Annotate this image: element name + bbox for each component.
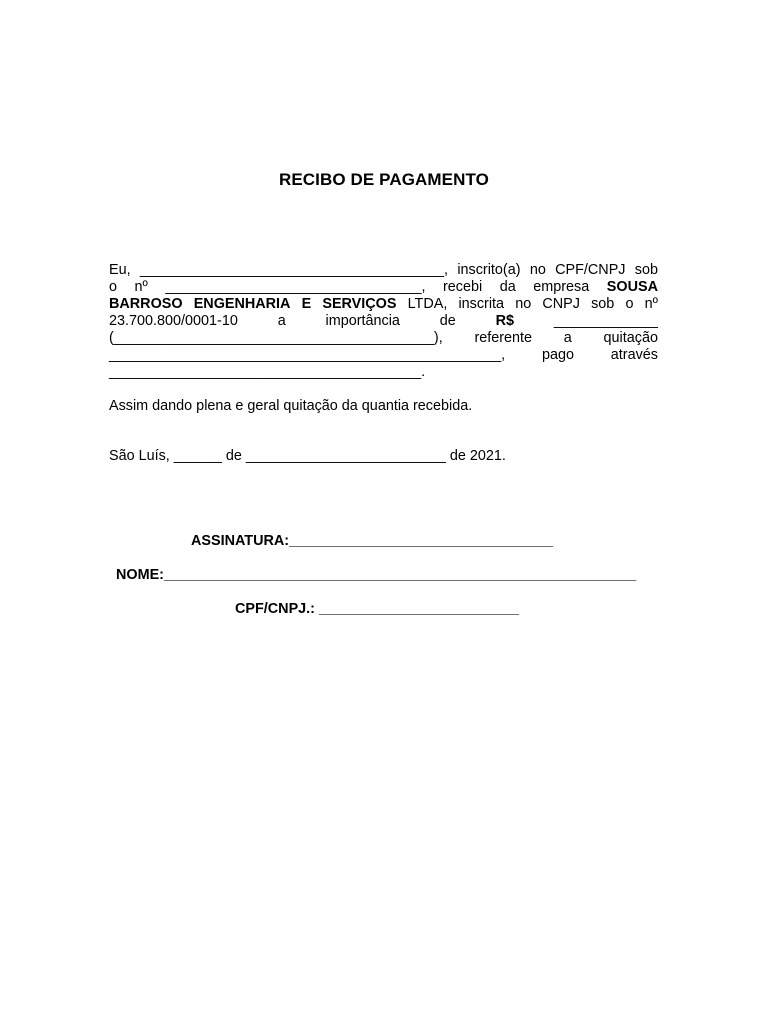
word: o: [625, 296, 634, 312]
word: importância: [325, 313, 400, 329]
document-title: RECIBO DE PAGAMENTO: [278, 170, 489, 189]
document-number-blank: ________________________________,: [165, 279, 426, 295]
name-blank: ______________________________________,: [139, 262, 449, 278]
word: a: [563, 330, 572, 346]
paragraph-line-5: [109, 330, 658, 347]
company-cnpj: 23.700.800/0001-10: [109, 313, 238, 329]
quittance-statement: Assim dando plena e geral quitação da quantia recebida.: [109, 398, 473, 414]
word: empresa: [533, 279, 590, 295]
word: de: [439, 313, 456, 329]
name-line: NOME:___________________________________________________________: [116, 567, 637, 583]
paragraph-line-7: [109, 364, 658, 381]
amount-blank: _____________: [553, 313, 658, 329]
word: inscrito(a): [457, 262, 521, 278]
word: o: [109, 279, 118, 295]
word: através: [610, 347, 658, 363]
company-name-part: ENGENHARIA: [193, 296, 291, 312]
word: nº: [644, 296, 658, 312]
word: no: [529, 262, 546, 278]
company-name-part: E: [301, 296, 312, 312]
word: CNPJ: [542, 296, 580, 312]
paragraph-line-3: [109, 296, 658, 313]
word: no: [515, 296, 532, 312]
payment-method-blank: _______________________________________.: [109, 364, 426, 380]
word: inscrita: [458, 296, 505, 312]
company-name-part: BARROSO: [109, 296, 183, 312]
company-name-part: SERVIÇOS: [322, 296, 397, 312]
word: a: [277, 313, 286, 329]
cpf-cnpj-line: CPF/CNPJ.: _________________________: [235, 601, 520, 617]
paragraph-line-1: [109, 262, 658, 279]
word: pago: [541, 347, 574, 363]
word: recebi: [442, 279, 483, 295]
currency-symbol: R$: [495, 313, 515, 329]
word: Eu,: [109, 262, 131, 278]
paragraph-line-6: [109, 347, 658, 364]
word: quitação: [603, 330, 658, 346]
word: nº: [134, 279, 148, 295]
word: da: [499, 279, 516, 295]
amount-words-blank: (________________________________________),: [109, 330, 443, 346]
word: CPF/CNPJ: [555, 262, 626, 278]
company-name-part: SOUSA: [606, 279, 658, 295]
receipt-paragraph: [109, 262, 658, 381]
paragraph-line-2: [109, 279, 658, 296]
word: sob: [591, 296, 615, 312]
word: referente: [474, 330, 533, 346]
signature-line: ASSINATURA:_________________________________: [191, 533, 554, 549]
reference-blank: _________________________________________________,: [109, 347, 506, 363]
word: sob: [634, 262, 658, 278]
paragraph-line-4: [109, 313, 658, 330]
word: LTDA,: [407, 296, 448, 312]
place-date-line: São Luís, ______ de _________________________ de 2021.: [109, 448, 506, 464]
